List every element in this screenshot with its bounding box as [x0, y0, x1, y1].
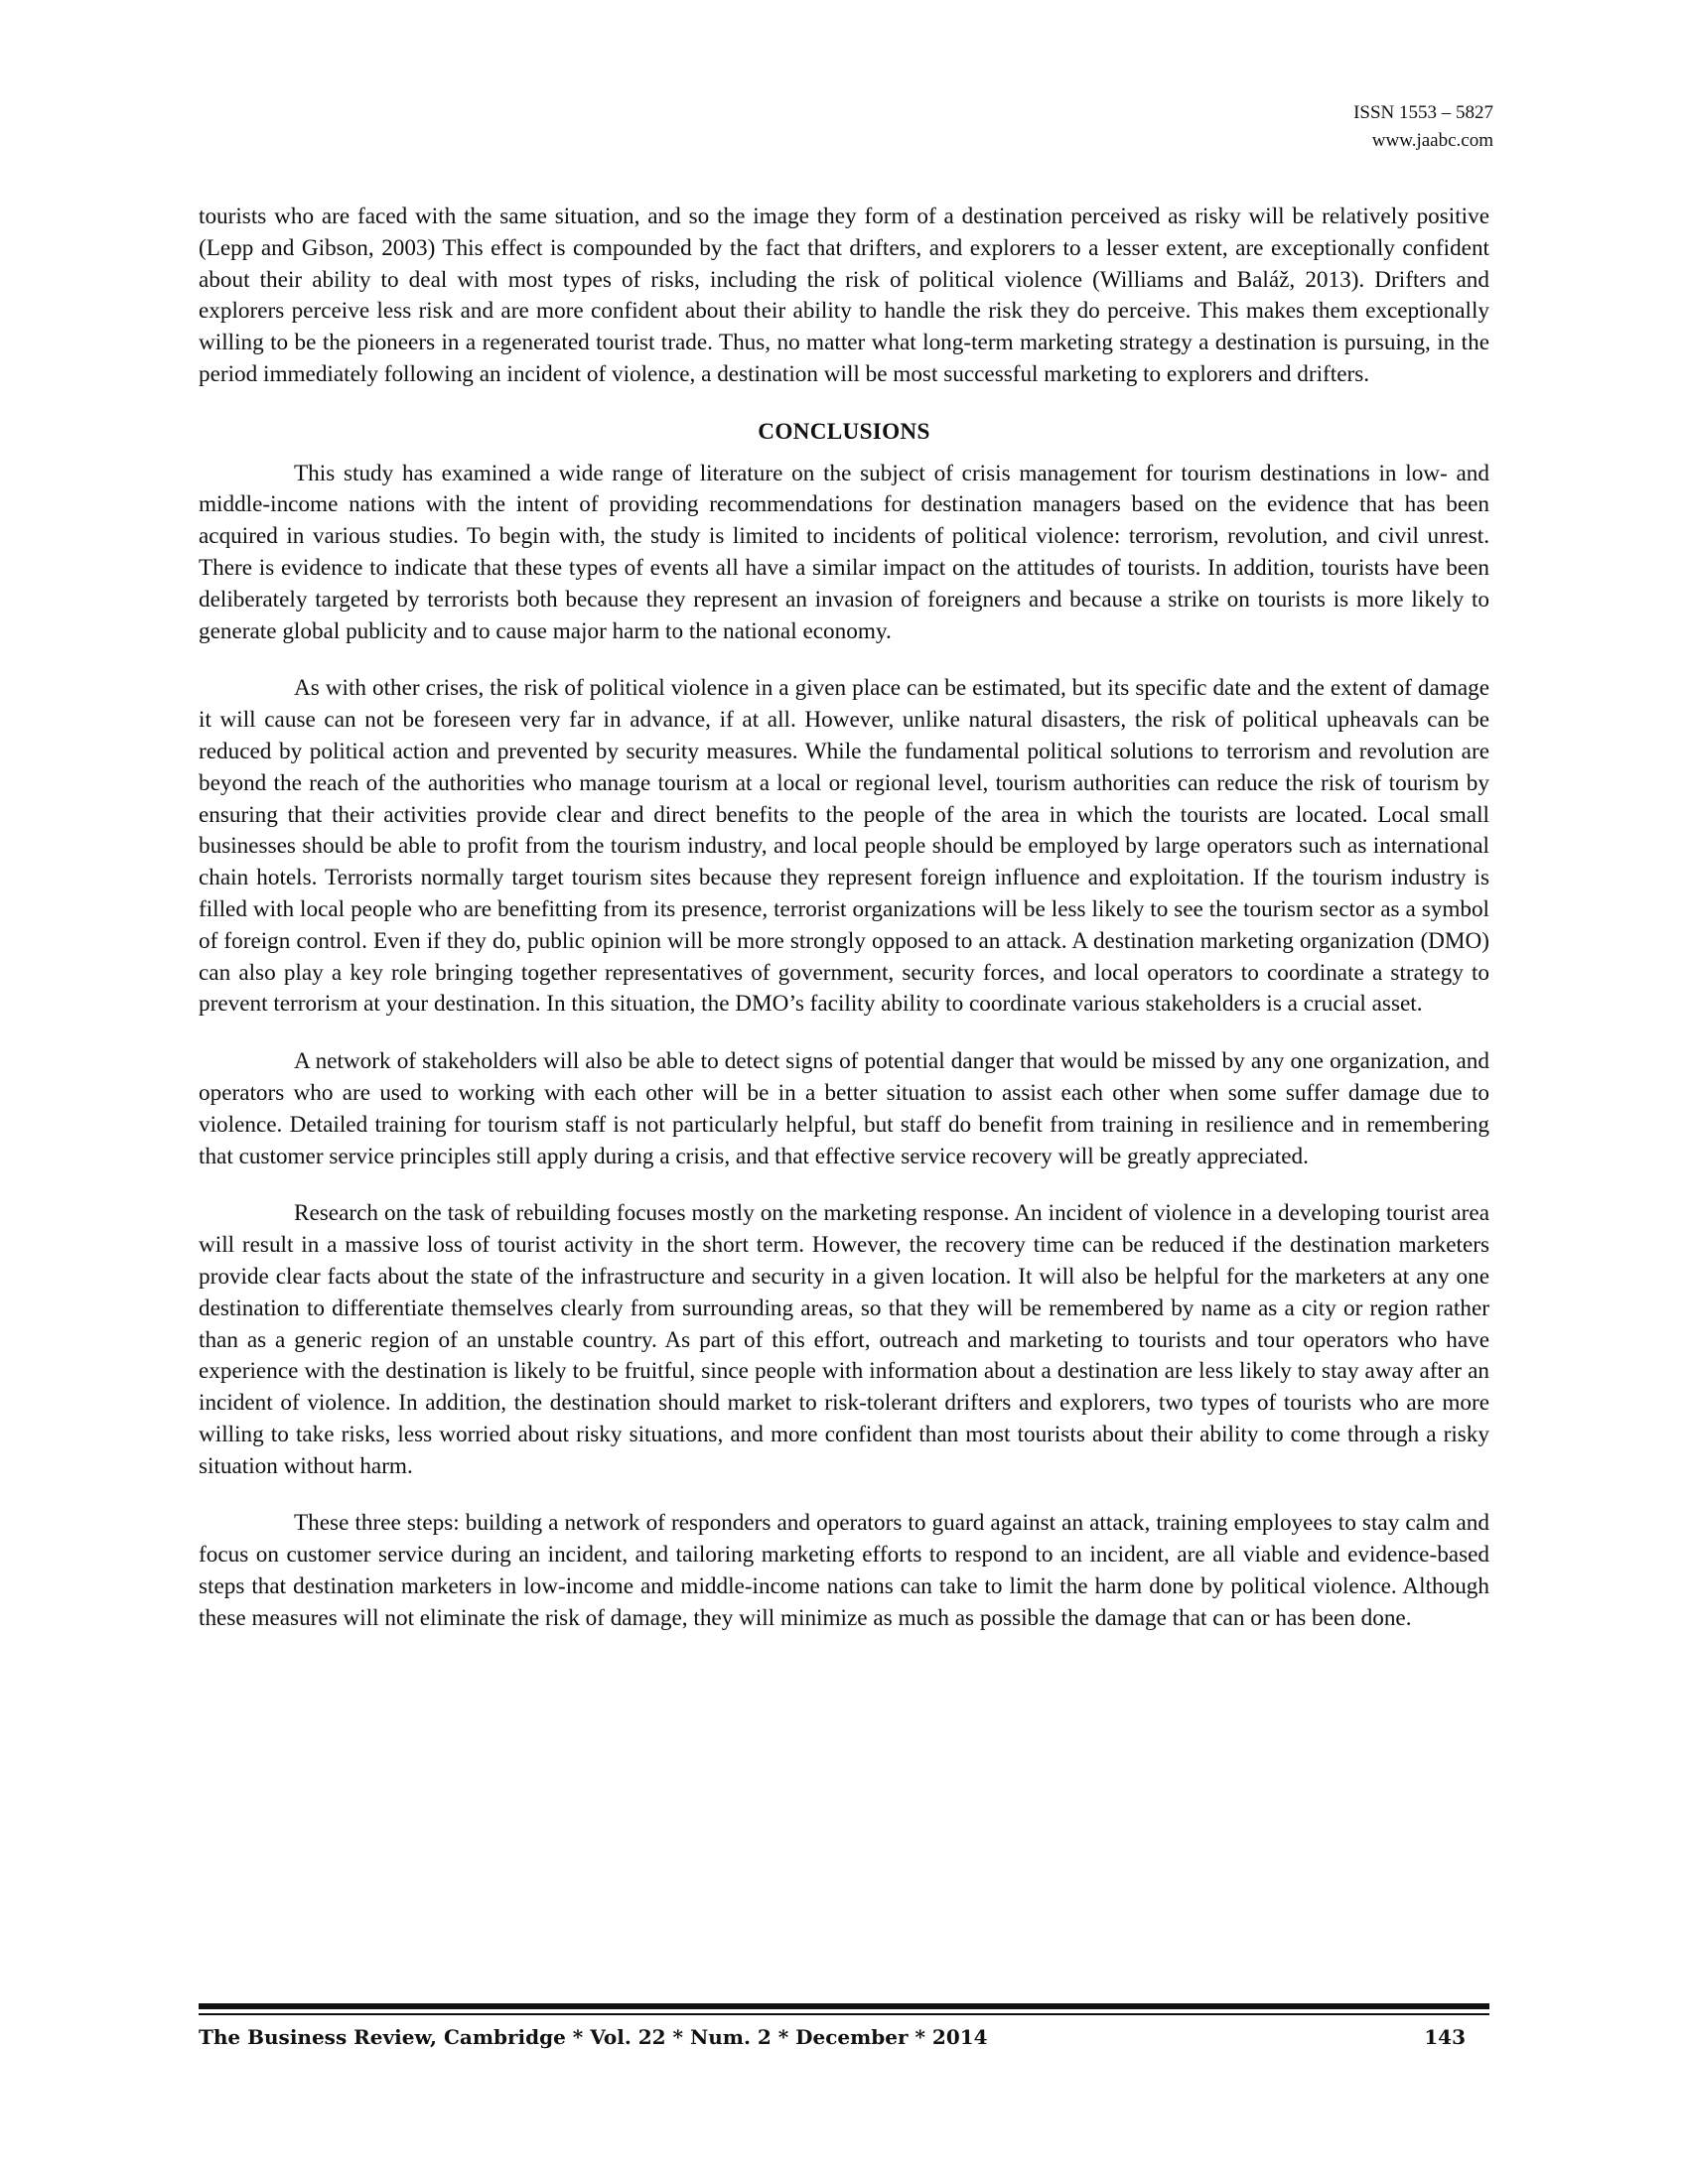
issn-label: ISSN 1553 – 5827	[1353, 102, 1493, 123]
journal-citation: The Business Review, Cambridge * Vol. 22 * Num. 2 * December * 2014	[199, 2025, 988, 2049]
paragraph-2: As with other crises, the risk of political violence in a given place can be estimated, but its specific date and the extent of damage it will cause can not be foreseen very far in advance, if at all. However, unlike natural disasters, the risk of political upheavals can be reduced by political action and prevented by security measures. While the fundamental political solutions to terrorism and revolution are beyond the reach of the authorities who manage tourism at a local or regional level, tourism authorities can reduce the risk of tourism by ensuring that their activities provide clear and direct benefits to the people of the area in which the tourists are located. Local small businesses should be able to profit from the tourism industry, and local people should be employed by large operators such as international chain hotels. Terrorists normally target tourism sites because they represent foreign influence and exploitation. If the tourism industry is filled with local people who are benefitting from its presence, terrorist organizations will be less likely to see the tourism sector as a symbol of foreign control. Even if they do, public opinion will be more strongly opposed to an attack. A destination marketing organization (DMO) can also play a key role bringing together representatives of government, security forces, and local operators to coordinate a strategy to prevent terrorism at your destination. In this situation, the DMO’s facility ability to coordinate various stakeholders is a crucial asset.	[199, 675, 1489, 1018]
section-heading: CONCLUSIONS	[758, 418, 930, 445]
paragraph-3: A network of stakeholders will also be able to detect signs of potential danger that would be missed by any one organization, and operators who are used to working with each other will be in a better situation to assist each other when some suffer damage due to violence. Detailed training for tourism staff is not particularly helpful, but staff do benefit from training in resilience and in remembering that customer service principles still apply during a crisis, and that effective service recovery will be greatly appreciated.	[199, 1048, 1489, 1169]
paragraph-4: Research on the task of rebuilding focuses mostly on the marketing response. An incident of violence in a developing tourist area will result in a massive loss of tourist activity in the short term. However, the recovery time can be reduced if the destination marketers provide clear facts about the state of the infrastructure and security in a given location. It will also be helpful for the marketers at any one destination to differentiate themselves clearly from surrounding areas, so that they will be remembered by name as a city or region rather than as a generic region of an unstable country. As part of this effort, outreach and marketing to tourists and tour operators who have experience with the destination is likely to be fruitful, since people with information about a destination are less likely to stay away after an incident of violence. In addition, the destination should market to risk-tolerant drifters and explorers, two types of tourists who are more willing to take risks, less worried about risky situations, and more confident than most tourists about their ability to come through a risky situation without harm.	[199, 1200, 1489, 1479]
footer-rule-thick	[199, 2003, 1489, 2009]
intro-paragraph: tourists who are faced with the same situation, and so the image they form of a destination perceived as risky will be relatively positive (Lepp and Gibson, 2003) This effect is compounded by the fact that drifters, and explorers to a lesser extent, are exceptionally confident about their ability to deal with most types of risks, including the risk of political violence (Williams and Baláž, 2013). Drifters and explorers perceive less risk and are more confident about their ability to handle the risk they do perceive. This makes them exceptionally willing to be the pioneers in a regenerated tourist trade. Thus, no matter what long-term marketing strategy a destination is pursuing, in the period immediately following an incident of violence, a destination will be most successful marketing to explorers and drifters.	[199, 204, 1489, 387]
article-body	[199, 202, 1489, 1635]
paragraph-1: This study has examined a wide range of literature on the subject of crisis management for tourism destinations in low- and middle-income nations with the intent of providing recommendations for destination managers based on the evidence that has been acquired in various studies. To begin with, the study is limited to incidents of political violence: terrorism, revolution, and civil unrest. There is evidence to indicate that these types of events all have a similar impact on the attitudes of tourists. In addition, tourists have been deliberately targeted by terrorists both because they represent an invasion of foreigners and because a strike on tourists is more likely to generate global publicity and to cause major harm to the national economy.	[199, 460, 1489, 644]
paragraph-5: These three steps: building a network of responders and operators to guard against an attack, training employees to stay calm and focus on customer service during an incident, and tailoring marketing efforts to respond to an incident, are all viable and evidence-based steps that destination marketers in low-income and middle-income nations can take to limit the harm done by political violence. Although these measures will not eliminate the risk of damage, they will minimize as much as possible the damage that can or has been done.	[199, 1510, 1489, 1631]
page-footer	[199, 2021, 1489, 2055]
footer-rule-thin	[199, 2013, 1489, 2015]
page-number: 143	[1424, 2025, 1466, 2049]
website-link[interactable]: www.jaabc.com	[1371, 130, 1493, 151]
page-header	[1353, 99, 1493, 155]
